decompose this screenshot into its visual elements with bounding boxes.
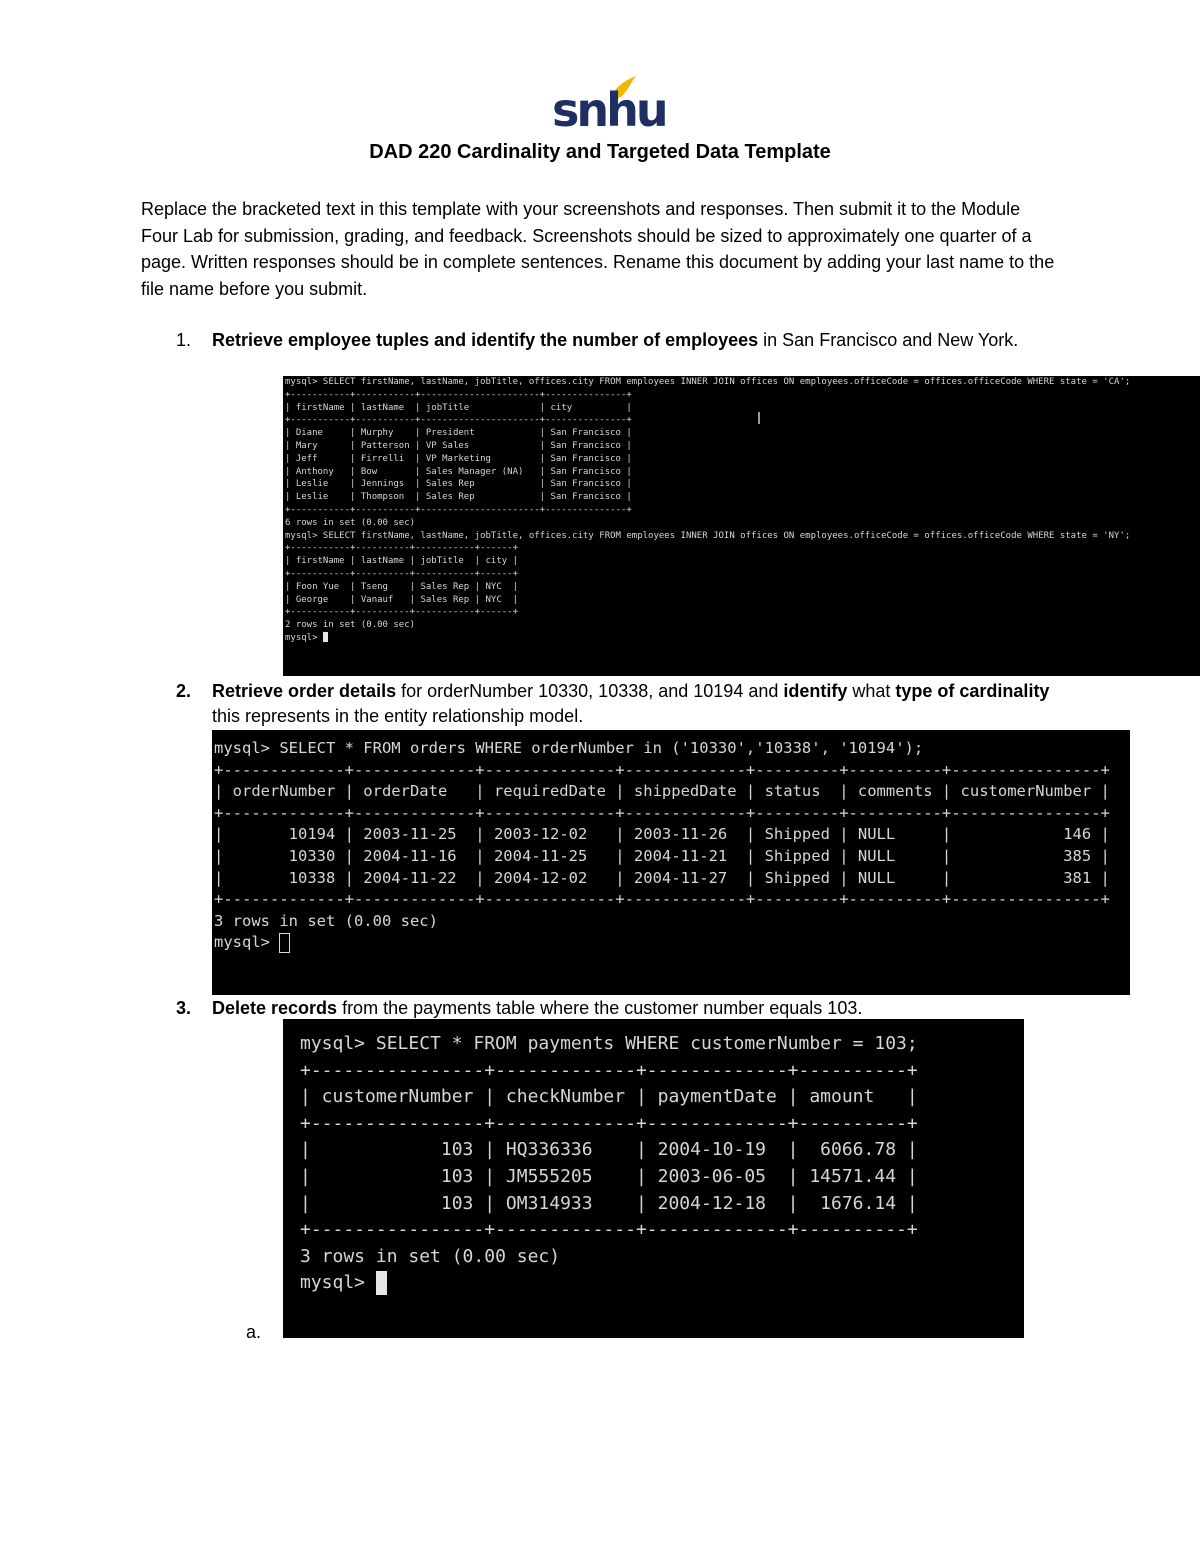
terminal-line: | George | Vanauf | Sales Rep | NYC | [285, 594, 518, 605]
terminal-line: +-----------+-----------+----------------------+---------------+ [285, 389, 632, 400]
terminal-prompt-line[interactable] [300, 1270, 1007, 1297]
text-cursor-icon [758, 412, 760, 424]
terminal-line: | Foon Yue | Tseng | Sales Rep | NYC | [285, 581, 518, 592]
terminal-line: | firstName | lastName | jobTitle | city | [285, 556, 518, 567]
terminal-prompt: mysql> [214, 933, 280, 952]
terminal-line: | Diane | Murphy | President | San Francisco | [285, 428, 632, 439]
terminal-line: | Leslie | Thompson | Sales Rep | San Francisco | [285, 492, 632, 503]
terminal-line: mysql> SELECT firstName, lastName, jobTitle, offices.city FROM employees INNER JOIN offices ON employees.officeCode = offices.officeCode WHERE state = 'CA'; [285, 377, 1131, 387]
terminal-line: +-------------+-------------+--------------+-------------+---------+----------+----------------+ [214, 760, 1110, 779]
list-number: 2. [176, 681, 192, 701]
intro-paragraph: Replace the bracketed text in this template with your screenshots and responses. Then submit it to the Module Four Lab for submission, grading, and feedback. Screenshots should be sized to approximately one quarter of a page. Written responses should be in complete sentences. Rename this document by adding your last name to the file name before you submit. [141, 199, 1055, 299]
list-item-3 [176, 996, 1072, 1021]
terminal-cursor [279, 933, 290, 953]
item-bold: identify [783, 681, 848, 701]
terminal-prompt-line[interactable] [214, 932, 1128, 954]
terminal-line: | firstName | lastName | jobTitle | city | [285, 402, 632, 413]
terminal-line: | Jeff | Firrelli | VP Marketing | San Francisco | [285, 453, 632, 464]
terminal-line: 3 rows in set (0.00 sec) [214, 911, 438, 930]
terminal-line: +----------------+-------------+-------------+----------+ [300, 1112, 918, 1134]
terminal-line: +-----------+-----------+----------------------+---------------+ [285, 504, 632, 515]
terminal-line: 2 rows in set (0.00 sec) [285, 620, 416, 631]
terminal-line: mysql> SELECT * FROM payments WHERE customerNumber = 103; [300, 1033, 918, 1054]
terminal-prompt-line[interactable] [285, 632, 1198, 645]
terminal-payments [283, 1019, 1024, 1338]
item-text: for orderNumber 10330, 10338, and 10194 and [396, 681, 784, 701]
item-bold: type of cardinality [895, 681, 1050, 701]
terminal-line: +----------------+-------------+-------------+----------+ [300, 1059, 918, 1081]
item-text: this represents in the entity relationship model. [212, 706, 584, 726]
list-item-1 [176, 327, 1052, 353]
logo-text: snhu [552, 83, 666, 137]
item-bold: Retrieve order details [212, 681, 397, 701]
terminal-line: +-------------+-------------+--------------+-------------+---------+----------+----------------+ [214, 803, 1110, 822]
terminal-line: | 103 | HQ336336 | 2004-10-19 | 6066.78 | [300, 1139, 918, 1161]
terminal-line: | Mary | Patterson | VP Sales | San Francisco | [285, 440, 632, 451]
terminal-line: | 10330 | 2004-11-16 | 2004-11-25 | 2004-11-21 | Shipped | NULL | 385 | [214, 846, 1110, 865]
terminal-line: +-----------+----------+-----------+------+ [285, 607, 518, 618]
terminal-line: | Anthony | Bow | Sales Manager (NA) | San Francisco | [285, 466, 632, 477]
sub-item-a: a. [246, 1322, 262, 1342]
terminal-line: +-------------+-------------+--------------+-------------+---------+----------+----------------+ [214, 890, 1110, 909]
terminal-employees [283, 376, 1200, 676]
terminal-cursor [376, 1271, 387, 1295]
terminal-prompt: mysql> [285, 632, 323, 643]
item-text: what [847, 681, 896, 701]
terminal-line: mysql> SELECT * FROM orders WHERE orderNumber in ('10330','10338', '10194'); [214, 739, 924, 757]
terminal-line: | customerNumber | checkNumber | paymentDate | amount | [300, 1086, 918, 1108]
item-text: from the payments table where the customer number equals 103. [337, 998, 863, 1018]
terminal-orders [212, 730, 1130, 995]
terminal-line: +-----------+----------+-----------+------+ [285, 543, 518, 554]
terminal-line: | 103 | OM314933 | 2004-12-18 | 1676.14 | [300, 1192, 918, 1214]
terminal-line: | Leslie | Jennings | Sales Rep | San Francisco | [285, 479, 632, 490]
terminal-line: 6 rows in set (0.00 sec) [285, 517, 416, 528]
terminal-line: | orderNumber | orderDate | requiredDate | shippedDate | status | comments | customerNumber | [214, 782, 1110, 801]
terminal-line: | 10338 | 2004-11-22 | 2004-12-02 | 2004-11-27 | Shipped | NULL | 381 | [214, 868, 1110, 887]
terminal-line: +-----------+----------+-----------+------+ [285, 568, 518, 579]
snhu-logo [552, 74, 666, 137]
item-bold: Delete records [212, 998, 338, 1018]
terminal-prompt: mysql> [300, 1272, 376, 1294]
item-bold: Retrieve employee tuples and identify the number of employees [212, 330, 759, 350]
page-title: DAD 220 Cardinality and Targeted Data Template [369, 141, 831, 163]
list-number: 3. [176, 998, 192, 1018]
terminal-line: +-----------+-----------+----------------------+---------------+ [285, 415, 632, 426]
terminal-line: | 10194 | 2003-11-25 | 2003-12-02 | 2003-11-26 | Shipped | NULL | 146 | [214, 825, 1110, 844]
terminal-line: 3 rows in set (0.00 sec) [300, 1245, 561, 1267]
terminal-line: mysql> SELECT firstName, lastName, jobTitle, offices.city FROM employees INNER JOIN offices ON employees.officeCode = offices.officeCode WHERE state = 'NY'; [285, 530, 1131, 541]
terminal-cursor [323, 632, 328, 642]
terminal-line: | 103 | JM555205 | 2003-06-05 | 14571.44 | [300, 1165, 918, 1187]
list-item-2 [176, 679, 1072, 729]
terminal-line: +----------------+-------------+-------------+----------+ [300, 1219, 918, 1241]
list-number: 1. [176, 330, 192, 350]
item-text: in San Francisco and New York. [758, 330, 1019, 350]
